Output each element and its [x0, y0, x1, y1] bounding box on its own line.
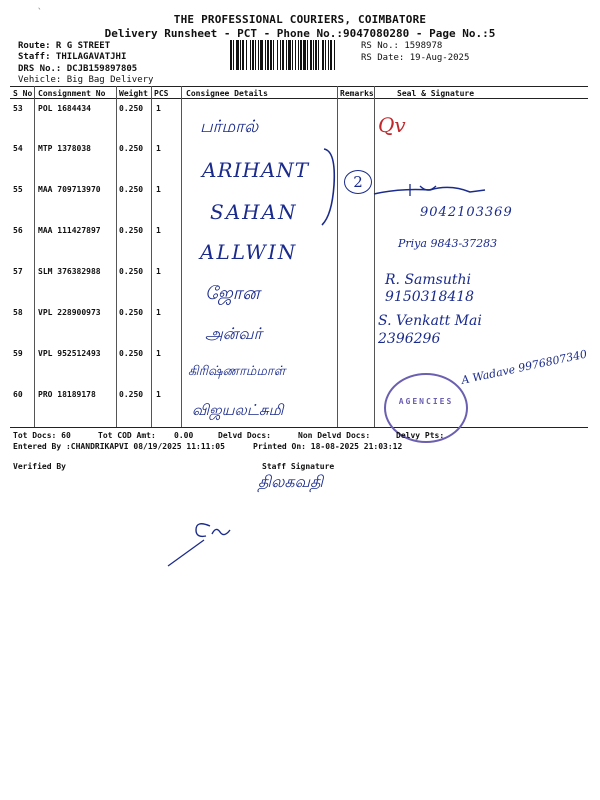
row-weight: 0.250 — [119, 104, 144, 113]
entered-by: Entered By :CHANDRIKAPVI 08/19/2025 11:11:05 — [13, 442, 225, 451]
row-consignment: VPL 952512493 — [38, 349, 101, 358]
column-header-pcs: PCS — [154, 89, 169, 98]
barcode-bar — [328, 40, 329, 70]
barcode-bar — [318, 40, 319, 70]
handwritten-signature: A Wadave 9976807340 — [460, 347, 589, 387]
column-divider — [116, 86, 117, 427]
row-sno: 57 — [13, 267, 23, 276]
barcode-bar — [295, 40, 296, 70]
route-label: Route: R G STREET — [18, 41, 111, 51]
barcode-bar — [240, 40, 241, 70]
row-consignment: VPL 228900973 — [38, 308, 101, 317]
staff-label: Staff: THILAGAVATJHI — [18, 52, 127, 62]
row-consignment: MAA 709713970 — [38, 185, 101, 194]
row-sno: 58 — [13, 308, 23, 317]
row-sno: 53 — [13, 104, 23, 113]
barcode-bar — [303, 40, 306, 70]
column-divider — [34, 86, 35, 427]
delivered-docs: Delvd Docs: — [218, 431, 271, 440]
company-title: THE PROFESSIONAL COURIERS, COIMBATORE — [173, 13, 427, 26]
drs-label: DRS No.: DCJB159897805 — [18, 64, 138, 74]
row-sno: 54 — [13, 144, 23, 153]
handwritten-signature: R. Samsuthi 9150318418 — [385, 272, 475, 305]
total-cod-value: 0.00 — [174, 431, 194, 440]
barcode-bar — [310, 40, 312, 70]
total-cod-label: Tot COD Amt: — [98, 431, 156, 440]
row-consignment: PRO 18189178 — [38, 390, 96, 399]
barcode-bar — [334, 40, 335, 70]
barcode-bar — [325, 40, 326, 70]
column-header-seal: Seal & Signature — [397, 89, 475, 98]
barcode-bar — [280, 40, 281, 70]
barcode-bar — [282, 40, 284, 70]
handwritten-consignee: அன்வர் — [205, 324, 262, 343]
barcode-bar — [273, 40, 274, 70]
barcode-bar — [313, 40, 314, 70]
handwritten-consignee: ARIHANT — [202, 158, 310, 182]
table-top-rule — [10, 86, 588, 87]
row-pcs: 1 — [156, 144, 161, 153]
barcode-bar — [252, 40, 254, 70]
row-sno: 55 — [13, 185, 23, 194]
barcode-bar — [236, 40, 239, 70]
staff-signature-label: Staff Signature — [262, 462, 335, 471]
column-divider — [151, 86, 152, 427]
handwritten-consignee: பர்மால் — [200, 117, 259, 137]
row-pcs: 1 — [156, 308, 161, 317]
verifier-signature — [160, 512, 250, 572]
row-consignment: SLM 376382988 — [38, 267, 101, 276]
column-header-sno: S No — [13, 89, 33, 98]
barcode-bar — [322, 40, 324, 70]
handwritten-signature: Priya 9843-37283 — [398, 237, 498, 250]
column-divider — [374, 86, 375, 427]
column-header-consignment: Consignment No — [38, 89, 106, 98]
rs-date: RS Date: 19-Aug-2025 — [361, 53, 470, 63]
barcode-bar — [315, 40, 317, 70]
row-sno: 56 — [13, 226, 23, 235]
column-header-remarks: Remarks — [340, 89, 374, 98]
row-pcs: 1 — [156, 267, 161, 276]
handwritten-consignee: ஜோன — [205, 283, 260, 304]
row-weight: 0.250 — [119, 349, 144, 358]
row-weight: 0.250 — [119, 226, 144, 235]
barcode-bar — [230, 40, 232, 70]
staff-signature-handwritten: திலகவதி — [258, 472, 324, 491]
barcode — [230, 40, 356, 70]
table-bottom-rule — [10, 427, 588, 428]
row-pcs: 1 — [156, 104, 161, 113]
barcode-bar — [258, 40, 259, 70]
row-pcs: 1 — [156, 390, 161, 399]
row-weight: 0.250 — [119, 390, 144, 399]
barcode-bar — [246, 40, 247, 70]
barcode-bar — [300, 40, 302, 70]
barcode-bar — [298, 40, 299, 70]
barcode-bar — [255, 40, 256, 70]
barcode-bar — [260, 40, 263, 70]
row-consignment: MTP 1378038 — [38, 144, 91, 153]
column-divider — [337, 86, 338, 427]
row-pcs: 1 — [156, 349, 161, 358]
handwritten-phone: 9042103369 — [420, 205, 513, 220]
stamp-text: AGENCIES — [398, 397, 454, 406]
row-weight: 0.250 — [119, 308, 144, 317]
runsheet-subtitle: Delivery Runsheet - PCT - Phone No.:9047080280 - Page No.:5 — [104, 27, 496, 40]
row-consignment: POL 1684434 — [38, 104, 91, 113]
barcode-bar — [307, 40, 308, 70]
barcode-bar — [242, 40, 244, 70]
handwritten-consignee: SAHAN — [210, 200, 298, 224]
table-header-rule — [10, 98, 588, 99]
barcode-bar — [270, 40, 272, 70]
printed-on: Printed On: 18-08-2025 21:03:12 — [253, 442, 403, 451]
row-sno: 60 — [13, 390, 23, 399]
column-header-consignee: Consignee Details — [186, 89, 268, 98]
corner-mark: ` — [37, 8, 43, 18]
handwritten-signature: S. Venkatt Mai 2396296 — [378, 313, 482, 347]
row-pcs: 1 — [156, 185, 161, 194]
non-delivered-docs: Non Delvd Docs: — [298, 431, 371, 440]
barcode-bar — [286, 40, 287, 70]
circled-mark: 2 — [344, 170, 372, 194]
row-weight: 0.250 — [119, 144, 144, 153]
rs-number: RS No.: 1598978 — [361, 41, 443, 51]
row-weight: 0.250 — [119, 185, 144, 194]
column-divider — [181, 86, 182, 427]
barcode-bar — [233, 40, 234, 70]
signature-scribble — [370, 180, 490, 202]
row-consignment: MAA 111427897 — [38, 226, 101, 235]
barcode-bar — [277, 40, 278, 70]
row-weight: 0.250 — [119, 267, 144, 276]
total-docs: Tot Docs: 60 — [13, 431, 71, 440]
row-sno: 59 — [13, 349, 23, 358]
delivery-points: Delvy Pts: — [396, 431, 445, 440]
barcode-bar — [250, 40, 251, 70]
red-signature: Qv — [378, 113, 406, 137]
barcode-bar — [265, 40, 266, 70]
verified-by: Verified By — [13, 462, 66, 471]
barcode-bar — [292, 40, 293, 70]
barcode-bar — [330, 40, 332, 70]
barcode-bar — [288, 40, 291, 70]
handwritten-consignee: கிரிஷ்ணாம்மாள் — [188, 364, 286, 379]
row-pcs: 1 — [156, 226, 161, 235]
barcode-bar — [267, 40, 269, 70]
handwritten-consignee: விஜயலட்சுமி — [192, 401, 284, 419]
column-header-weight: Weight — [119, 89, 148, 98]
handwritten-consignee: ALLWIN — [200, 240, 298, 264]
vehicle-label: Vehicle: Big Bag Delivery — [18, 75, 154, 85]
